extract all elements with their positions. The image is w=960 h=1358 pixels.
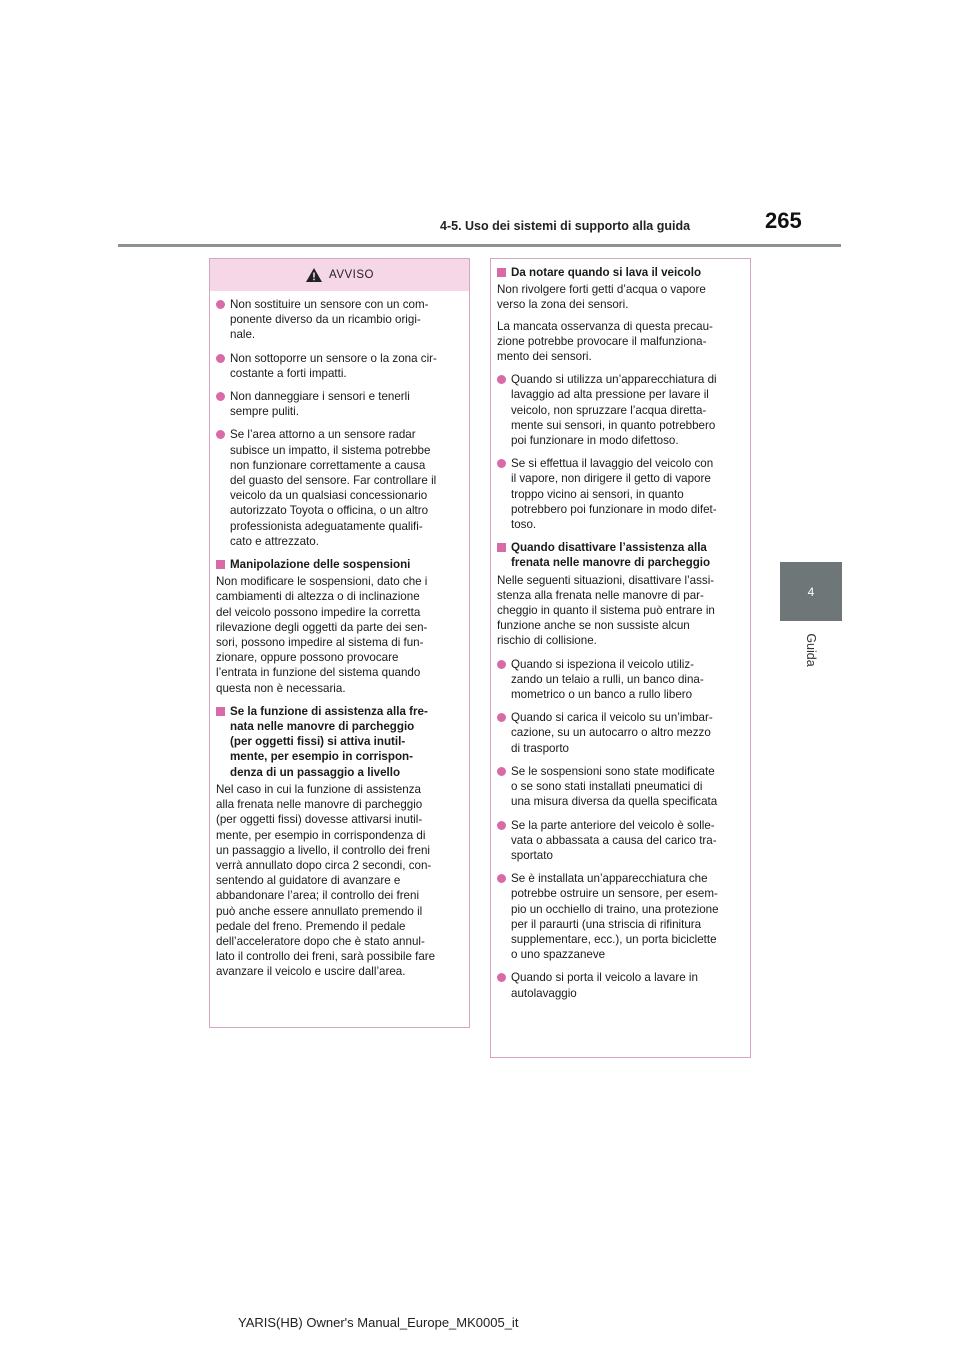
bullet-text: Se si effettua il lavaggio del veicolo con il vapore, non dirigere il getto di vapore troppo vicino ai sensori, in quanto potrebbero poi funzionare in modo difet- toso. [511,457,717,532]
subsection-title: Manipolazione delle sospensioni [230,558,411,572]
subsection-heading [497,265,742,280]
subsection-heading [216,557,461,572]
paragraph: Nel caso in cui la funzione di assistenza alla frenata nelle manovre di parcheggio (per oggetti fissi) dovesse attivarsi inutil- mente, per esempio in corrispondenza di un passaggio a livello, il controllo dei freni verrà annullato dopo circa 2 secondi, con- sentendo al guidatore di avanzare e abbandonare l’area; il controllo dei freni può anche essere annullato premendo il pedale del freno. Premendo il pedale dell’acceleratore dopo che è stato annul- lato il controllo dei freni, sarà possibile fare avanzare il veicolo e uscire dall’area. [216,782,436,979]
bullet-dot-icon [497,375,506,384]
bullet-dot-icon [216,300,225,309]
bullet-dot-icon [497,660,506,669]
bullet-text: Non danneggiare i sensori e tenerli sempre puliti. [230,390,410,419]
bullet-text: Se è installata un’apparecchiatura che potrebbe ostruire un sensore, per esem- pio un occhiello di traino, una protezione per il paraurti (una striscia di rifinitura supplementare, ecc.), un porta biciclette o uno spazzaneve [511,872,719,962]
warning-header [210,259,469,291]
paragraph: Nelle seguenti situazioni, disattivare l’assi- stenza alla frenata nelle manovre di par- cheggio in quanto il sistema può entrare in funzione anche se non sussiste alcun rischio di collisione. [497,573,715,648]
bullet-dot-icon [216,354,225,363]
bullet-dot-icon [216,430,225,439]
bullet-text: Quando si porta il veicolo a lavare in autolavaggio [511,971,698,1000]
list-item [497,818,742,864]
list-item [216,297,461,343]
section-title: 4-5. Uso dei sistemi di supporto alla guida [440,219,691,233]
list-item [497,764,742,810]
list-item [497,372,742,448]
bullet-dot-icon [497,767,506,776]
list-item [497,871,742,962]
paragraph: Non rivolgere forti getti d’acqua o vapore verso la zona dei sensori. [497,283,706,312]
section-square-icon [497,543,506,552]
bullet-dot-icon [497,713,506,722]
subsection-title: Da notare quando si lava il veicolo [511,266,702,279]
list-item [216,427,461,549]
chapter-tab [780,562,842,621]
list-item [497,970,742,1000]
list-item [216,389,461,419]
bullet-text: Quando si utilizza un’apparecchiatura di lavaggio ad alta pressione per lavare il veicolo, non spruzzare l’acqua diretta- mente sui sensori, in quanto potrebbero poi funzionare in modo difettoso. [511,373,717,448]
section-square-icon [216,707,225,716]
warning-title: AVVISO [329,269,374,281]
subsection-heading [497,540,742,570]
page-number: 265 [765,208,802,233]
subsection-title: Se la funzione di assistenza alla fre- nata nelle manovre di parcheggio (per oggetti fissi) si attiva inutil- mente, per esempio in corrispon- denza di un passaggio a livello [230,704,428,779]
bullet-text: Quando si carica il veicolo su un’imbar- cazione, su un autocarro o altro mezzo di trasporto [511,711,713,755]
bullet-text: Se la parte anteriore del veicolo è solle- vata o abbassata a causa del carico tra- sportato [511,818,717,862]
header-divider [118,244,841,247]
info-box [490,258,751,1058]
warning-box [209,258,470,1028]
bullet-text: Non sottoporre un sensore o la zona cir- costante a forti impatti. [230,351,437,380]
chapter-label: Guida [804,633,818,667]
section-square-icon [497,268,506,277]
bullet-dot-icon [497,874,506,883]
warning-triangle-icon [305,267,323,283]
bullet-dot-icon [497,459,506,468]
bullet-text: Quando si ispeziona il veicolo utiliz- zando un telaio a rulli, un banco dina- mometrico o un banco a rullo libero [511,657,704,702]
section-square-icon [216,560,225,569]
list-item [216,351,461,381]
list-item [497,456,742,532]
subsection-heading [216,704,461,780]
bullet-text: Se l’area attorno a un sensore radar subisce un impatto, il sistema potrebbe non funzionare correttamente a causa del guasto del sensore. Far controllare il veicolo da un qualsiasi concessionario autorizzato Toyota o officina, o un altro professionista adeguatamente qualifi- cato e attrezzato. [230,428,437,548]
footer-text: YARIS(HB) Owner's Manual_Europe_MK0005_it [238,1315,519,1330]
list-item [497,710,742,756]
paragraph: Non modificare le sospensioni, dato che i cambiamenti di altezza o di inclinazione del veicolo possono impedire la corretta rilevazione degli oggetti da parte dei sen- sori, possono impedire al sistema di fun- zionare, oppure possono provocare l’entrata in funzione del sistema quando questa non è necessaria. [216,575,428,695]
list-item [497,657,742,703]
bullet-dot-icon [216,392,225,401]
bullet-text: Se le sospensioni sono state modificate o se sono stati installati pneumatici di una misura diversa da quella specificata [511,764,718,809]
bullet-dot-icon [497,973,506,982]
bullet-dot-icon [497,821,506,830]
subsection-title: Quando disattivare l’assistenza alla frenata nelle manovre di parcheggio [511,541,711,570]
paragraph: La mancata osservanza di questa precau- zione potrebbe provocare il malfunziona- mento dei sensori. [497,319,713,364]
bullet-text: Non sostituire un sensore con un com- ponente diverso da un ricambio origi- nale. [230,298,429,342]
chapter-number: 4 [807,584,815,599]
